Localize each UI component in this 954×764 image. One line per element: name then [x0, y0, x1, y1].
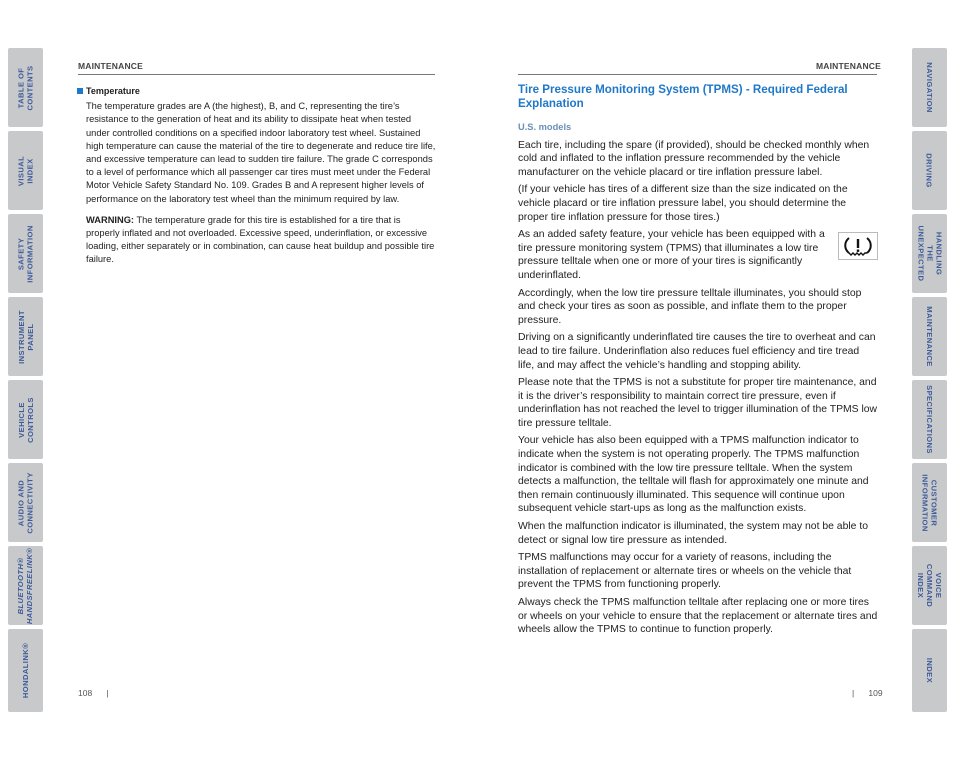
tab-label: CUSTOMER INFORMATION: [920, 473, 939, 532]
tab-visual-index[interactable]: [8, 131, 43, 210]
tpms-title: Tire Pressure Monitoring System (TPMS) - Required Federal Explanation: [518, 83, 848, 110]
tab-hondalink[interactable]: [8, 629, 43, 712]
tpms-paragraph: (If your vehicle has tires of a different size than the size indicated on the vehicle placard or tire inflation pressure label, you should determine the proper tire inflation pressure for those tires.): [518, 184, 848, 223]
tpms-paragraph: Accordingly, when the low tire pressure telltale illuminates, you should stop and check your tires as soon as possible, and inflate them to the proper pressure.: [518, 287, 862, 326]
temperature-paragraph: The temperature grades are A (the highest), B, and C, representing the tire’s resistance to the generation of heat and its ability to dissipate heat when tested under controlled conditions on a specified indoor laboratory test wheel. Sustained high temperature can cause the material of the tire to degenerate and reduce tire life, and excessive temperature can lead to sudden tire failure. The grade C corresponds to a level of performance which all passenger car tires must meet under the Federal Motor Vehicle Safety Standard No. 109. Grades B and A represent higher levels of performance on the laboratory test wheel than the minimum required by law.: [86, 101, 436, 204]
square-bullet-icon: [77, 88, 83, 94]
tab-customer-information[interactable]: [912, 463, 947, 542]
tpms-paragraph: TPMS malfunctions may occur for a variety of reasons, including the installation of replacement or alternate tires or wheels on the vehicle that prevent the TPMS from functioning properly.: [518, 552, 852, 591]
tab-specifications[interactable]: [912, 380, 947, 459]
tab-label: HONDALINK®: [21, 642, 30, 699]
tab-label: VISUAL INDEX: [16, 155, 35, 186]
page-divider: |: [106, 688, 109, 698]
right-header-rule: [518, 74, 877, 75]
tpms-paragraph: Always check the TPMS malfunction telltale after replacing one or more tires or wheels on your vehicle to ensure that the replacement or alternate tires and wheels allow the TPMS to continue to function properly.: [518, 597, 878, 636]
tab-audio-and-connectivity[interactable]: [8, 463, 43, 542]
page-number: 108: [78, 688, 93, 698]
page-number: 109: [868, 688, 883, 698]
tab-driving[interactable]: [912, 131, 947, 210]
warning-paragraph: [86, 214, 436, 267]
temperature-subheading: [77, 85, 427, 98]
tab-label: BLUETOOTH® HANDSFREELINK®: [16, 547, 35, 624]
tab-maintenance[interactable]: [912, 297, 947, 376]
tab-table-of-contents[interactable]: [8, 48, 43, 127]
right-section-header: MAINTENANCE: [816, 61, 882, 71]
us-models-subheading: U.S. models: [518, 122, 572, 132]
warning-label: WARNING:: [86, 214, 135, 225]
tab-label: VOICE COMMAND INDEX: [916, 563, 944, 608]
tab-safety-information[interactable]: [8, 214, 43, 293]
tab-handling-the-unexpected[interactable]: [912, 214, 947, 293]
tab-label: HANDLING THE UNEXPECTED: [916, 225, 943, 282]
tab-label: SAFETY INFORMATION: [16, 224, 35, 283]
tpms-paragraph: As an added safety feature, your vehicle has been equipped with a tire pressure monitoring system (TPMS) that illuminates a low tire pressure telltale when one or more of your tires is significantly underinflated.: [518, 229, 825, 281]
tpms-paragraph: Your vehicle has also been equipped with a TPMS malfunction indicator to indicate when the system is not operating properly. The TPMS malfunction indicator is combined with the low tire pressure telltale. When the system detects a malfunction, the telltale will flash for approximately one minute and then remain continuously illuminated. This sequence will continue upon subsequent vehicle start-ups as long as the malfunction exists.: [518, 435, 869, 515]
tab-label: INDEX: [925, 657, 934, 684]
tab-label: NAVIGATION: [925, 62, 935, 113]
tab-voice-command-index[interactable]: [912, 546, 947, 625]
left-section-header: MAINTENANCE: [78, 61, 144, 71]
subheading-text: Temperature: [86, 86, 140, 96]
tab-bluetooth-handsfreelink[interactable]: [8, 546, 43, 625]
warning-text: The temperature grade for this tire is established for a tire that is properly inflated and not overloaded. Excessive speed, underinflation, or excessive loading, either separately or in combination, can cause heat buildup and possible tire failure.: [86, 214, 435, 265]
tab-index[interactable]: [912, 629, 947, 712]
tab-label: DRIVING: [924, 153, 934, 188]
tab-label: INSTRUMENT PANEL: [16, 309, 35, 364]
tab-instrument-panel[interactable]: [8, 297, 43, 376]
tpms-paragraph: When the malfunction indicator is illuminated, the system may not be able to detect or signal low tire pressure as intended.: [518, 521, 868, 546]
left-page-content: [86, 85, 436, 275]
tab-navigation[interactable]: [912, 48, 947, 127]
right-page-content: [518, 83, 878, 641]
tpms-paragraph: Each tire, including the spare (if provided), should be checked monthly when cold and inflated to the inflation pressure recommended by the vehicle manufacturer on the vehicle placard or tire inflation pressure label.: [518, 139, 870, 178]
tpms-warning-icon: [838, 232, 878, 260]
tab-label: TABLE OF CONTENTS: [16, 65, 35, 110]
tpms-paragraph: Driving on a significantly underinflated tire causes the tire to overheat and can lead to tire failure. Underinflation also reduces fuel efficiency and tire tread life, and may affect the vehicle’s handling and stopping ability.: [518, 332, 876, 371]
tab-label: SPECIFICATIONS: [925, 385, 934, 454]
tab-label: AUDIO AND CONNECTIVITY: [16, 471, 35, 534]
tpms-paragraph: Please note that the TPMS is not a substitute for proper tire maintenance, and it is the driver’s responsibility to maintain correct tire pressure, even if underinflation has not reached the level to trigger illumination of the TPMS low tire pressure telltale.: [518, 377, 878, 429]
right-page-number: [852, 688, 883, 698]
tab-label: MAINTENANCE: [925, 306, 935, 367]
page-divider: |: [852, 688, 855, 698]
left-header-rule: [78, 74, 435, 75]
left-page-number: [78, 688, 109, 698]
tab-vehicle-controls[interactable]: [8, 380, 43, 459]
tab-label: VEHICLE CONTROLS: [16, 396, 35, 443]
